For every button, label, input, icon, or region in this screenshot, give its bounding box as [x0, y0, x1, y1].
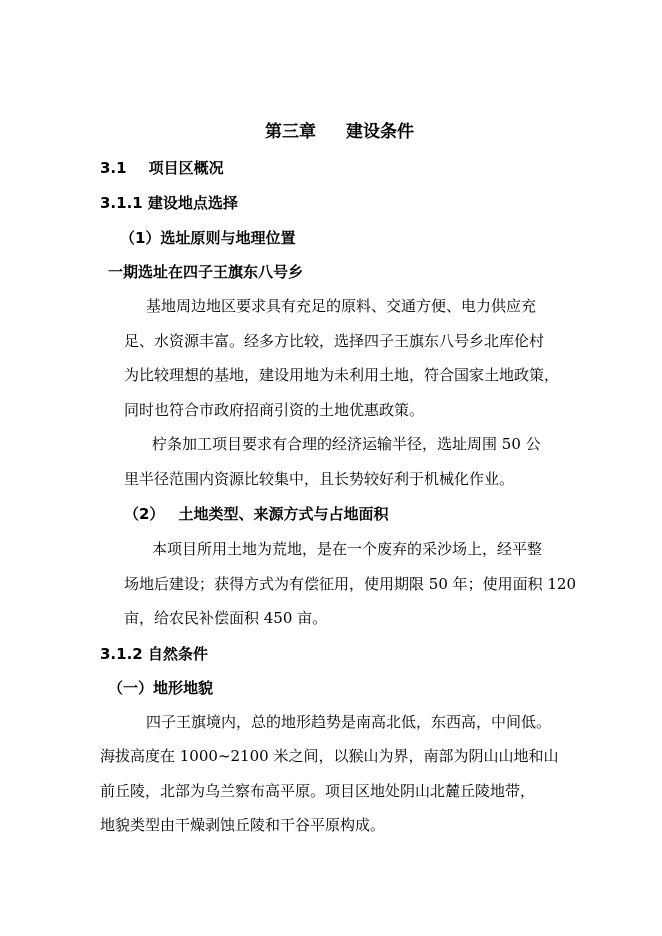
paragraph-3-line-2: 场地后建设；获得方式为有偿征用，使用期限 50 年；使用面积 120 — [124, 575, 577, 593]
paragraph-4-line-1: 四子王旗境内，总的地形趋势是南高北低，东西高，中间低。 — [146, 713, 552, 731]
section-3-1-number: 3.1 — [100, 159, 127, 177]
section-3-1-title: 项目区概况 — [148, 159, 224, 177]
terrain-heading: （一）地形地貌 — [108, 679, 214, 697]
subsection-2-title: 土地类型、来源方式与占地面积 — [178, 505, 389, 523]
section-3-1-1-heading: 3.1.1 建设地点选择 — [100, 194, 238, 212]
section-3-1-2-heading: 3.1.2 自然条件 — [100, 645, 208, 663]
paragraph-1-line-4: 同时也符合市政府招商引资的土地优惠政策。 — [124, 401, 425, 419]
subsection-1-heading: （1）选址原则与地理位置 — [120, 229, 296, 247]
paragraph-4-line-3: 前丘陵，北部为乌兰察布高平原。项目区地处阴山北麓丘陵地带， — [100, 782, 536, 800]
paragraph-4-line-2: 海拔高度在 1000~2100 米之间，以猴山为界，南部为阴山山地和山 — [100, 747, 559, 765]
subsection-2-heading — [124, 504, 388, 524]
paragraph-1-line-2: 足、水资源丰富。经多方比较，选择四子王旗东八号乡北库伦村 — [124, 332, 545, 350]
section-3-1-heading — [100, 158, 224, 178]
paragraph-2-line-2: 里半径范围内资源比较集中，且长势较好利于机械化作业。 — [124, 470, 515, 488]
paragraph-3-line-1: 本项目所用土地为荒地，是在一个废弃的采沙场上，经平整 — [152, 540, 543, 558]
paragraph-1-line-1: 基地周边地区要求具有充足的原料、交通方便、电力供应充 — [146, 297, 537, 315]
subsection-2-number: （2） — [124, 505, 165, 523]
chapter-name: 建设条件 — [346, 122, 414, 142]
paragraph-1-line-3: 为比较理想的基地，建设用地为未利用土地，符合国家土地政策， — [124, 366, 560, 384]
chapter-number: 第三章 — [265, 122, 316, 142]
chapter-title — [265, 122, 414, 142]
phase1-location: 一期选址在四子王旗东八号乡 — [108, 263, 304, 281]
paragraph-4-line-4: 地貌类型由干燥剥蚀丘陵和干谷平原构成。 — [100, 816, 386, 834]
paragraph-2-line-1: 柠条加工项目要求有合理的经济运输半径，选址周围 50 公 — [152, 435, 541, 453]
paragraph-3-line-3: 亩，给农民补偿面积 450 亩。 — [124, 609, 328, 627]
